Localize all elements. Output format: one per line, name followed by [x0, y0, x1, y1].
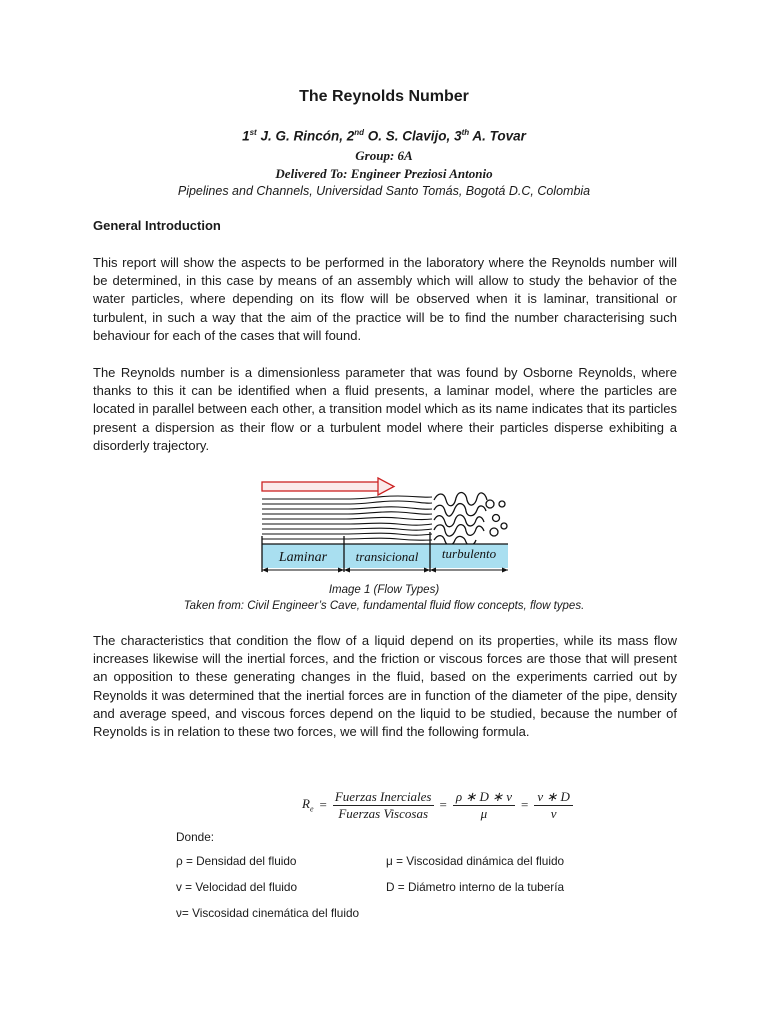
- flow-types-figure: [258, 474, 516, 578]
- formula-fraction-variables: [453, 789, 515, 822]
- delivered-to-line: Delivered To: Engineer Preziosi Antonio: [275, 166, 493, 181]
- label-turbulent: turbulento: [441, 546, 497, 561]
- author-3-number: 3: [454, 128, 462, 144]
- formula-equals-3: =: [521, 797, 529, 812]
- legend-kinematic-viscosity: ν= Viscosidad cinemática del fluido: [176, 906, 360, 920]
- paragraph-flow-characteristics: The characteristics that condition the flow of a liquid depend on its properties, while its mass flow increases likewise will the inertial forces, and the friction or viscous forces are those that will present an opposition to these generating changes in the fluid, based on the experiments carried out by Reynolds it was determined that the inertial forces are in function of the diameter of the pipe, density and average speed, and viscous forces depend on the liquid to be studied, because the number of Reynolds is in relation to these two forces, we will find the following formula.: [93, 633, 677, 740]
- formula-denominator-nu: ν: [550, 805, 557, 821]
- streamlines: [262, 496, 432, 544]
- formula-fraction-kinematic: [534, 789, 573, 822]
- reynolds-formula: [302, 788, 573, 822]
- legend-density: ρ = Densidad del fluido: [176, 854, 297, 868]
- label-transitional: transicional: [355, 549, 419, 564]
- paragraph-intro: This report will show the aspects to be performed in the laboratory where the Reynolds number will be determined, in this case by means of an assembly which will allow to study the behavior of the water particles, where depending on its flow will be observed when it is laminar, transitional or turbulent, in such a way that the aim of the practice will be to find the number characterising such behaviour for each of the cases that will found.: [93, 255, 677, 343]
- legend-velocity: v = Velocidad del fluido: [176, 880, 298, 894]
- section-heading: General Introduction: [93, 218, 221, 233]
- author-1-number: 1: [242, 128, 250, 144]
- formula-equals-1: =: [319, 797, 327, 812]
- page-title: The Reynolds Number: [299, 88, 469, 105]
- label-laminar: Laminar: [278, 550, 328, 565]
- flow-arrow-icon: [262, 478, 394, 495]
- formula-equals-2: =: [439, 797, 447, 812]
- formula-numerator-rho-d-v: ρ ∗ D ∗ v: [453, 789, 515, 806]
- author-3-ordinal: th: [461, 128, 470, 137]
- legend-dynamic-viscosity: μ = Viscosidad dinámica del fluido: [386, 854, 565, 868]
- formula-lhs: $R_e$: [302, 796, 314, 814]
- legend-donde: Donde:: [176, 830, 215, 844]
- formula-denominator-viscous: Fuerzas Viscosas: [338, 805, 429, 821]
- formula-numerator-v-d: v ∗ D: [534, 789, 573, 806]
- author-1-ordinal: st: [249, 128, 257, 137]
- author-1-name: J. G. Rincón,: [256, 128, 347, 144]
- author-3-name: A. Tovar: [469, 128, 526, 144]
- author-2-name: O. S. Clavijo,: [364, 128, 455, 144]
- author-2-ordinal: nd: [354, 128, 365, 137]
- figure-caption-title: Image 1 (Flow Types): [328, 584, 440, 596]
- paragraph-reynolds-definition: The Reynolds number is a dimensionless parameter that was found by Osborne Reynolds, where thanks to this it can be identified when a fluid presents, a laminar model, where the particles are located in parallel between each other, a transition model which as its name indicates that its particles present a dispersion as their flow or a turbulent model where their particles disperse exhibiting a disorderly trajectory.: [93, 365, 677, 453]
- affiliation-line: Pipelines and Channels, Universidad Santo Tomás, Bogotá D.C, Colombia: [177, 184, 591, 198]
- authors-line: [0, 128, 768, 144]
- author-2-number: 2: [346, 128, 355, 144]
- legend-diameter: D = Diámetro interno de la tubería: [386, 880, 565, 894]
- formula-fraction-forces: [333, 789, 434, 822]
- figure-caption-source: Taken from: Civil Engineer’s Cave, fundamental fluid flow concepts, flow types.: [183, 600, 585, 612]
- formula-numerator-inertial: Fuerzas Inerciales: [334, 788, 432, 804]
- formula-denominator-mu: μ: [480, 805, 488, 821]
- turbulent-eddies: [434, 492, 507, 545]
- group-line: Group: 6A: [355, 148, 413, 163]
